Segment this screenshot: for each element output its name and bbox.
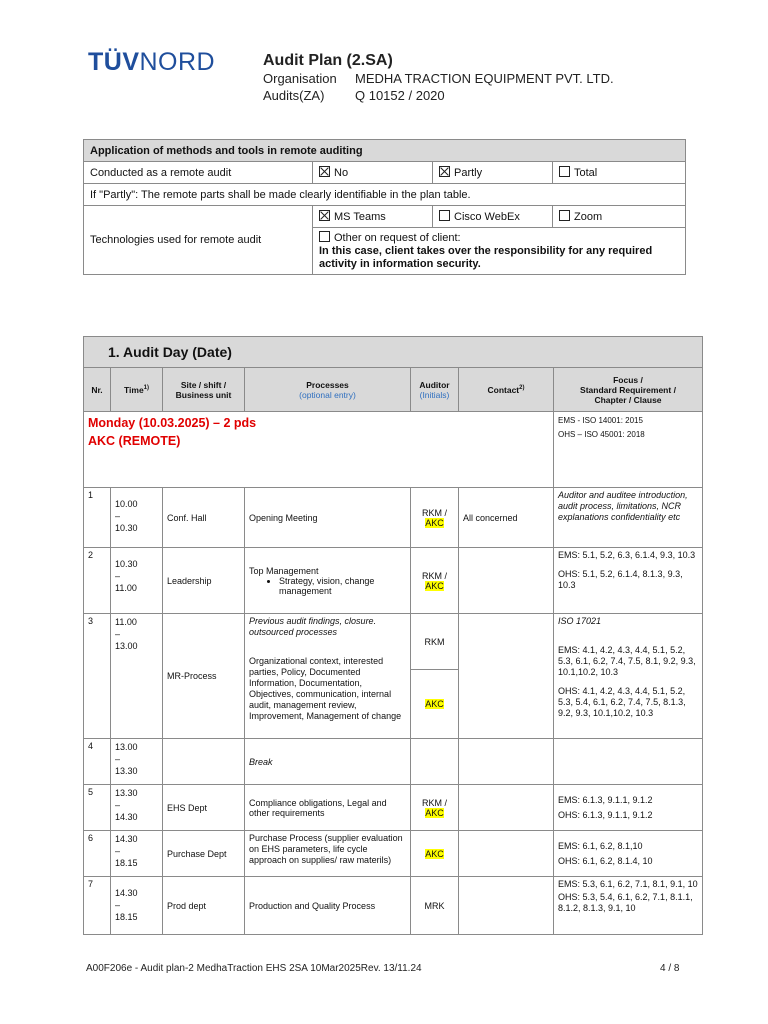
col-processes: Processes (optional entry) (245, 368, 411, 412)
table-row: 3 11.00 – 13.00 MR-Process Previous audit findings, closure. outsourced processes Organizational context, interested parties, Policy, Documented Information, Documentation, Objectives, communication, internal audit, management review, Improvement, Management of change RKM AKC ISO 17021 EMS: 4.1, 4.2, 4.3, 4.4, 5.1, 5.2, 5.3, 6.1, 6.2, 7.4, 7.5, 8.1, 9.2, 9.3, 10.1,10.2, 10.3 OHS: 4.1, 4.2, 4.3, 4.4, 5.1, 5.2, 5.3, 5.4, 6.1, 6.2, 7.4, 7.5, 8.1.3, 9.2, 9.3, 10.1,10.2, 10.3 (84, 614, 703, 739)
audits-value: Q 10152 / 2020 (355, 88, 445, 103)
tech-other: Other on request of client: In this case, client takes over the responsibility for any required activity in information security. (313, 228, 686, 275)
unchecked-checkbox-icon (319, 231, 330, 242)
unchecked-checkbox-icon (439, 210, 450, 221)
col-time: Time$^{1)}$ (111, 368, 163, 412)
unchecked-checkbox-icon (559, 210, 570, 221)
table-row: 6 14.30 – 18.15 Purchase Dept Purchase Process (supplier evaluation on EHS parameters, life cycle approach on supplies/ raw materils) AKC EMS: 6.1, 6.2, 8.1,10 OHS: 6.1, 6.2, 8.1.4, 10 (84, 831, 703, 877)
audits-label: Audits(ZA) (263, 88, 325, 103)
col-focus: Focus / Standard Requirement / Chapter / Clause (554, 368, 703, 412)
checked-checkbox-icon (319, 166, 330, 177)
audit-day-heading: 1. Audit Day (Date) (84, 337, 703, 368)
table-row: 2 10.30 – 11.00 Leadership Top Management • Strategy, vision, change management RKM / AKC EMS: 5.1, 5.2, 6.3, 6.1.4, 9.3, 10.3 OHS: 5.1, 5.2, 6.1.4, 8.1.3, 9.3, 10.3 (84, 548, 703, 614)
tech-cisco-webex: Cisco WebEx (433, 206, 553, 228)
col-contact: Contact$^{2)}$ (459, 368, 554, 412)
organisation-row (263, 71, 614, 86)
checked-checkbox-icon (319, 210, 330, 221)
footer-page-number: 4 / 8 (660, 963, 680, 974)
unchecked-checkbox-icon (559, 166, 570, 177)
organisation-label: Organisation (263, 71, 337, 86)
option-partly: Partly (433, 162, 553, 184)
partly-note: If "Partly": The remote parts shall be made clearly identifiable in the plan table. (84, 184, 686, 206)
table-row: 4 13.00 – 13.30 Break (84, 739, 703, 785)
tech-other-note: In this case, client takes over the responsibility for any required activity in information security. (319, 245, 653, 270)
audit-day-table (83, 336, 703, 935)
table-row: 7 14.30 – 18.15 Prod dept Production and Quality Process MRK EMS: 5.3, 6.1, 6.2, 7.1, 8.1, 9.1, 10 OHS: 5.3, 5.4, 6.1, 6.2, 7.1, 8.1.1, 8.1.2, 8.1.3, 9.1, 10 (84, 877, 703, 935)
remote-auditing-heading: Application of methods and tools in remote auditing (84, 140, 686, 162)
organisation-value: MEDHA TRACTION EQUIPMENT PVT. LTD. (355, 71, 614, 86)
remote-auditing-table (83, 139, 686, 275)
table-row: 1 10.00 – 10.30 Conf. Hall Opening Meeting RKM / AKC All concerned Auditor and auditee introduction, audit process, limitations, NCR explanations confidentiality etc (84, 488, 703, 548)
tech-ms-teams: MS Teams (313, 206, 433, 228)
conducted-label: Conducted as a remote audit (84, 162, 313, 184)
standards: EMS - ISO 14001: 2015 OHS – ISO 45001: 2018 (554, 412, 703, 488)
tuv-nord-logo: TÜVNORD (88, 48, 216, 76)
day-title: Monday (10.03.2025) – 2 pds AKC (REMOTE) (84, 412, 554, 488)
footer-document-ref: A00F206e - Audit plan-2 MedhaTraction EHS 2SA 10Mar2025Rev. 13/11.24 (86, 963, 422, 974)
option-total: Total (553, 162, 686, 184)
tech-zoom: Zoom (553, 206, 686, 228)
col-nr: Nr. (84, 368, 111, 412)
col-site: Site / shift / Business unit (163, 368, 245, 412)
checked-checkbox-icon (439, 166, 450, 177)
option-no: No (313, 162, 433, 184)
document-title: Audit Plan (2.SA) (263, 52, 393, 69)
table-row: 5 13.30 – 14.30 EHS Dept Compliance obligations, Legal and other requirements RKM / AKC EMS: 6.1.3, 9.1.1, 9.1.2 OHS: 6.1.3, 9.1.1, 9.1.2 (84, 785, 703, 831)
audits-row (263, 88, 445, 103)
technologies-label: Technologies used for remote audit (84, 206, 313, 275)
col-auditor: Auditor (Initials) (411, 368, 459, 412)
